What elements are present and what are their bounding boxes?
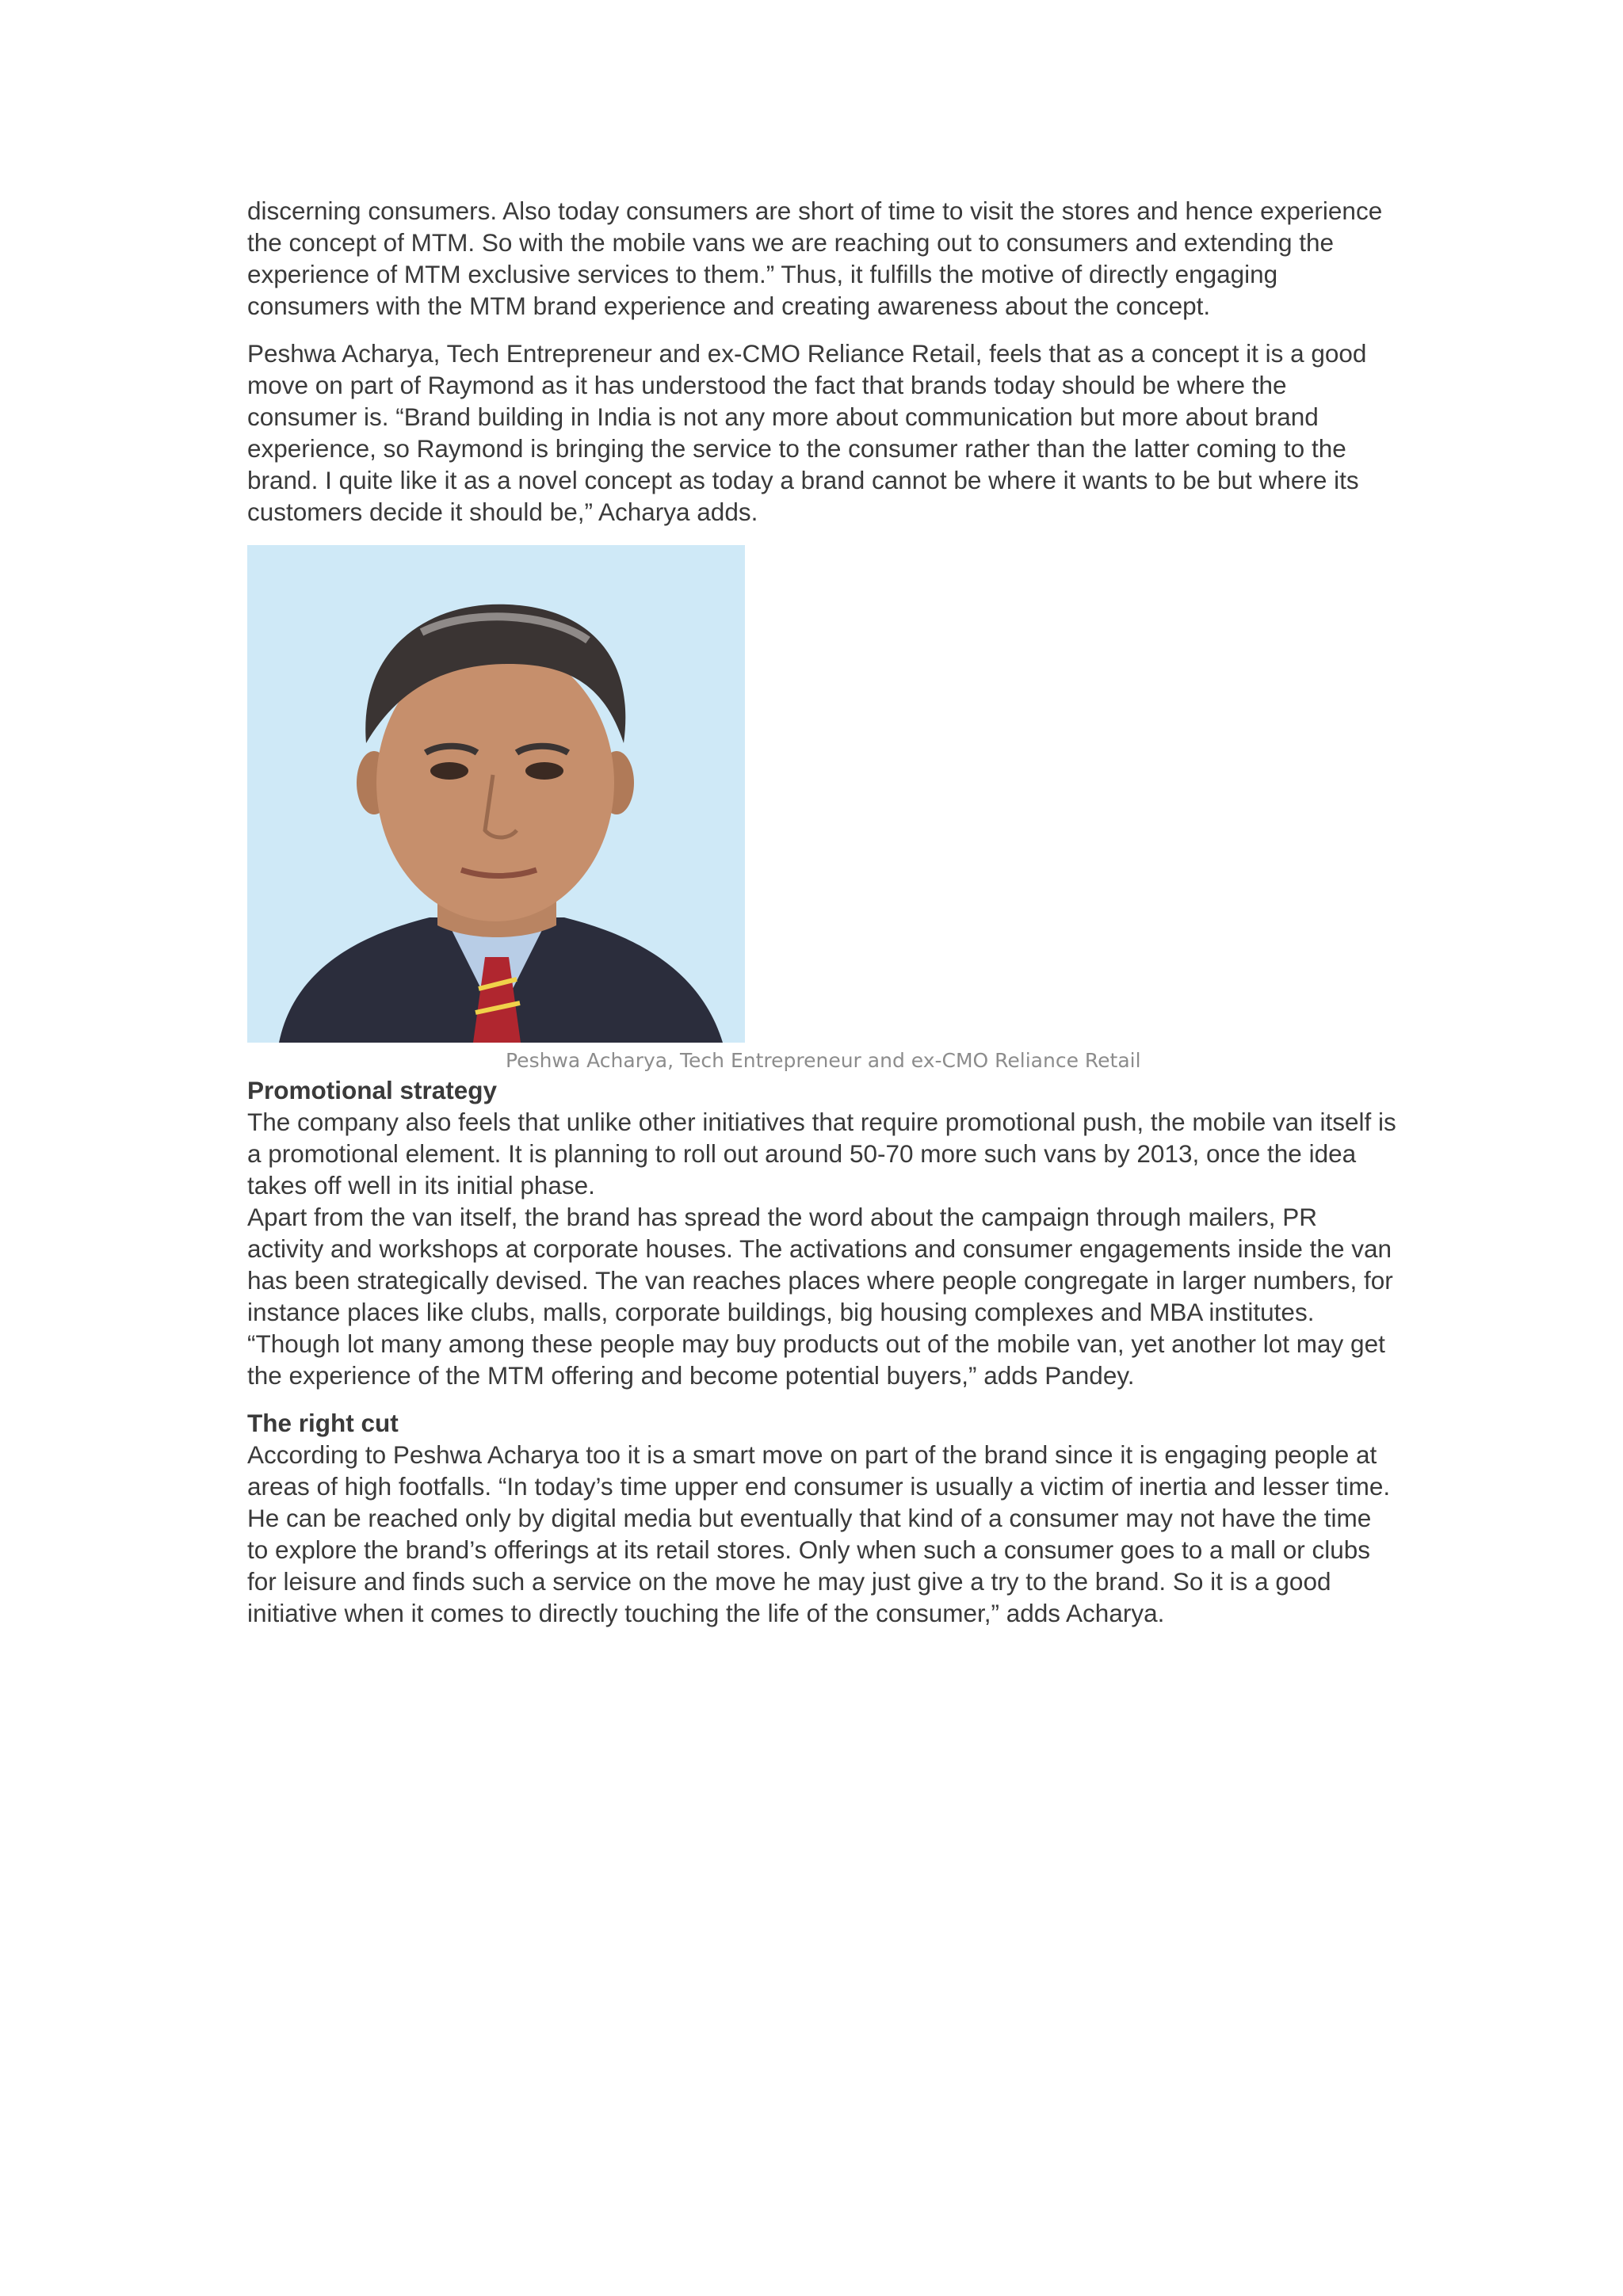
intro-paragraph: discerning consumers. Also today consumers are short of time to visit the stores and hence experience the concept of MTM. So with the mobile vans we are reaching out to consumers and extending the experience of MTM exclusive services to them.” Thus, it fulfills the motive of directly engaging consumers with the MTM brand experience and creating awareness about the concept.: [247, 196, 1383, 320]
promotional-paragraph-1: The company also feels that unlike other initiatives that require promotional push, the mobile van itself is a promotional element. It is planning to roll out around 50-70 more such vans by 2013, once the idea takes off well in its initial phase.: [247, 1108, 1396, 1199]
photo-caption: Peshwa Acharya, Tech Entrepreneur and ex-CMO Reliance Retail: [506, 1049, 1141, 1072]
portrait-photo: [247, 545, 745, 1043]
acharya-paragraph: Peshwa Acharya, Tech Entrepreneur and ex-CMO Reliance Retail, feels that as a concept it is a good move on part of Raymond as it has understood the fact that brands today should be where the consumer is. “Brand building in India is not any more about communication but more about brand experience, so Raymond is bringing the service to the consumer rather than the latter coming to the brand. I quite like it as a novel concept as today a brand cannot be where it wants to be but where its customers decide it should be,” Acharya adds.: [247, 339, 1367, 526]
portrait-illustration: [247, 545, 745, 1043]
section-heading-promotional-strategy: Promotional strategy: [247, 1076, 498, 1104]
promotional-paragraph-2: Apart from the van itself, the brand has spread the word about the campaign through mailers, PR activity and workshops at corporate houses. The activations and consumer engagements inside the van has been strategically devised. The van reaches places where people congregate in larger numbers, for instance places like clubs, malls, corporate buildings, big housing complexes and MBA institutes. “Though lot many among these people may buy products out of the mobile van, yet another lot may get the experience of the MTM offering and become potential buyers,” adds Pandey.: [247, 1203, 1393, 1390]
section-heading-the-right-cut: The right cut: [247, 1409, 399, 1437]
right-cut-paragraph: According to Peshwa Acharya too it is a smart move on part of the brand since it is engaging people at areas of high footfalls. “In today’s time upper end consumer is usually a victim of inertia and lesser time. He can be reached only by digital media but eventually that kind of a consumer may not have the time to explore the brand’s offerings at its retail stores. Only when such a consumer goes to a mall or clubs for leisure and finds such a service on the move he may just give a try to the brand. So it is a good initiative when it comes to directly touching the life of the consumer,” adds Acharya.: [247, 1440, 1391, 1627]
document-page: [247, 195, 1396, 1629]
